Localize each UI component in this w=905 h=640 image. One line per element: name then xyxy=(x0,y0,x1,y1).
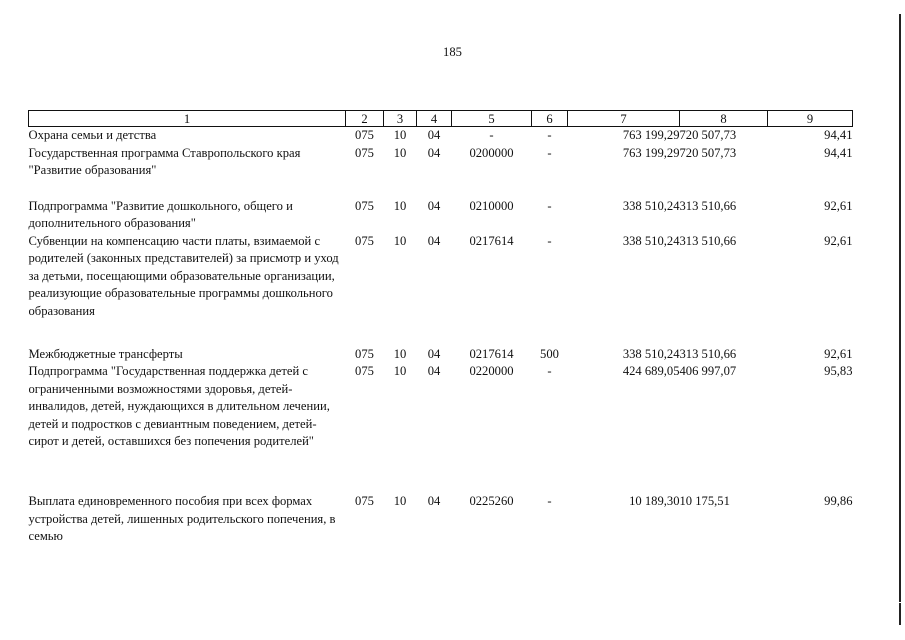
row-name: Субвенции на компенсацию части платы, взимаемой с родителей (законных представителей) за присмотр и уход за детьми, посещающими образовательные организации, реализующие образовательные программы дошкольного образования xyxy=(28,233,339,318)
cell-col-3: 10 xyxy=(393,128,407,142)
cell-col-2: 075 xyxy=(355,364,374,378)
cell-col-5: 0225260 xyxy=(469,494,514,508)
cell-col-2: 075 xyxy=(355,233,374,248)
cell-col-6: - xyxy=(547,198,552,213)
header-col-9: 9 xyxy=(768,111,853,127)
cell-col-5: 0200000 xyxy=(469,145,514,160)
cell-col-5: - xyxy=(489,128,494,142)
cell-col-7: 338 510,24 xyxy=(622,198,680,213)
cell-col-4: 04 xyxy=(427,233,441,248)
cell-col-3: 10 xyxy=(393,233,407,248)
cell-col-8: 10 175,51 xyxy=(679,494,730,508)
cell-col-7: 10 189,30 xyxy=(629,494,680,508)
cell-col-4: 04 xyxy=(427,346,441,361)
cell-col-6: - xyxy=(547,233,552,248)
header-col-1: 1 xyxy=(29,111,346,127)
cell-col-6: - xyxy=(547,128,552,142)
cell-col-3: 10 xyxy=(393,198,407,213)
cell-col-8: 720 507,73 xyxy=(679,145,737,160)
cell-col-2: 075 xyxy=(355,346,374,361)
cell-col-4: 04 xyxy=(427,364,441,378)
table-row xyxy=(29,145,853,198)
header-col-2: 2 xyxy=(346,111,384,127)
cell-col-4: 04 xyxy=(427,145,441,160)
scan-edge-line xyxy=(899,14,901,602)
cell-col-3: 10 xyxy=(393,494,407,508)
cell-col-9: 92,61 xyxy=(824,346,853,361)
header-col-4: 4 xyxy=(417,111,452,127)
cell-col-6: - xyxy=(547,494,552,508)
cell-col-5: 0217614 xyxy=(469,346,514,361)
cell-col-8: 720 507,73 xyxy=(679,128,737,142)
cell-col-2: 075 xyxy=(355,128,374,142)
row-name: Охрана семьи и детства xyxy=(28,128,157,142)
cell-col-7: 338 510,24 xyxy=(622,346,680,361)
header-col-3: 3 xyxy=(384,111,417,127)
row-name: Межбюджетные трансферты xyxy=(28,346,183,361)
table-row xyxy=(29,346,853,364)
cell-col-5: 0217614 xyxy=(469,233,514,248)
cell-col-2: 075 xyxy=(355,494,374,508)
scan-edge-mark xyxy=(899,603,901,625)
cell-col-4: 04 xyxy=(427,128,441,142)
table-header-row xyxy=(29,111,853,127)
cell-col-4: 04 xyxy=(427,494,441,508)
table-row xyxy=(29,363,853,493)
cell-col-8: 406 997,07 xyxy=(679,364,737,378)
header-col-5: 5 xyxy=(452,111,532,127)
cell-col-7: 338 510,24 xyxy=(622,233,680,248)
page-number: 185 xyxy=(443,45,462,59)
cell-col-9: 92,61 xyxy=(824,198,853,213)
cell-col-9: 99,86 xyxy=(824,494,853,508)
cell-col-3: 10 xyxy=(393,364,407,378)
row-name: Государственная программа Ставропольского края "Развитие образования" xyxy=(28,145,301,177)
cell-col-2: 075 xyxy=(355,145,374,160)
cell-col-3: 10 xyxy=(393,346,407,361)
table-row xyxy=(29,493,853,546)
cell-col-9: 95,83 xyxy=(824,364,853,378)
table-row xyxy=(29,233,853,346)
table-row xyxy=(29,127,853,145)
cell-col-2: 075 xyxy=(355,198,374,213)
cell-col-9: 94,41 xyxy=(824,145,853,160)
cell-col-7: 763 199,29 xyxy=(622,128,680,142)
row-name: Подпрограмма "Государственная поддержка детей с ограниченными возможностями здоровья, детей-инвалидов, детей, нуждающихся в длительном лечении, детей и подростков с девиантным поведением, детей-сирот и детей, оставшихся без попечения родителей" xyxy=(28,364,330,448)
cell-col-6: - xyxy=(547,145,552,160)
cell-col-5: 0210000 xyxy=(469,198,514,213)
cell-col-6: 500 xyxy=(540,346,559,361)
row-name: Выплата единовременного пособия при всех формах устройства детей, лишенных родительского попечения, в семью xyxy=(28,494,336,543)
budget-table xyxy=(28,110,853,546)
header-col-8: 8 xyxy=(680,111,768,127)
cell-col-3: 10 xyxy=(393,145,407,160)
row-name: Подпрограмма "Развитие дошкольного, общего и дополнительного образования" xyxy=(28,198,293,230)
cell-col-9: 92,61 xyxy=(824,233,853,248)
cell-col-9: 94,41 xyxy=(824,128,853,142)
cell-col-6: - xyxy=(547,364,552,378)
header-col-7: 7 xyxy=(568,111,680,127)
cell-col-7: 763 199,29 xyxy=(622,145,680,160)
cell-col-8: 313 510,66 xyxy=(679,346,737,361)
cell-col-7: 424 689,05 xyxy=(622,364,680,378)
cell-col-4: 04 xyxy=(427,198,441,213)
cell-col-8: 313 510,66 xyxy=(679,198,737,213)
header-col-6: 6 xyxy=(532,111,568,127)
cell-col-5: 0220000 xyxy=(469,364,514,378)
cell-col-8: 313 510,66 xyxy=(679,233,737,248)
table-row xyxy=(29,198,853,233)
